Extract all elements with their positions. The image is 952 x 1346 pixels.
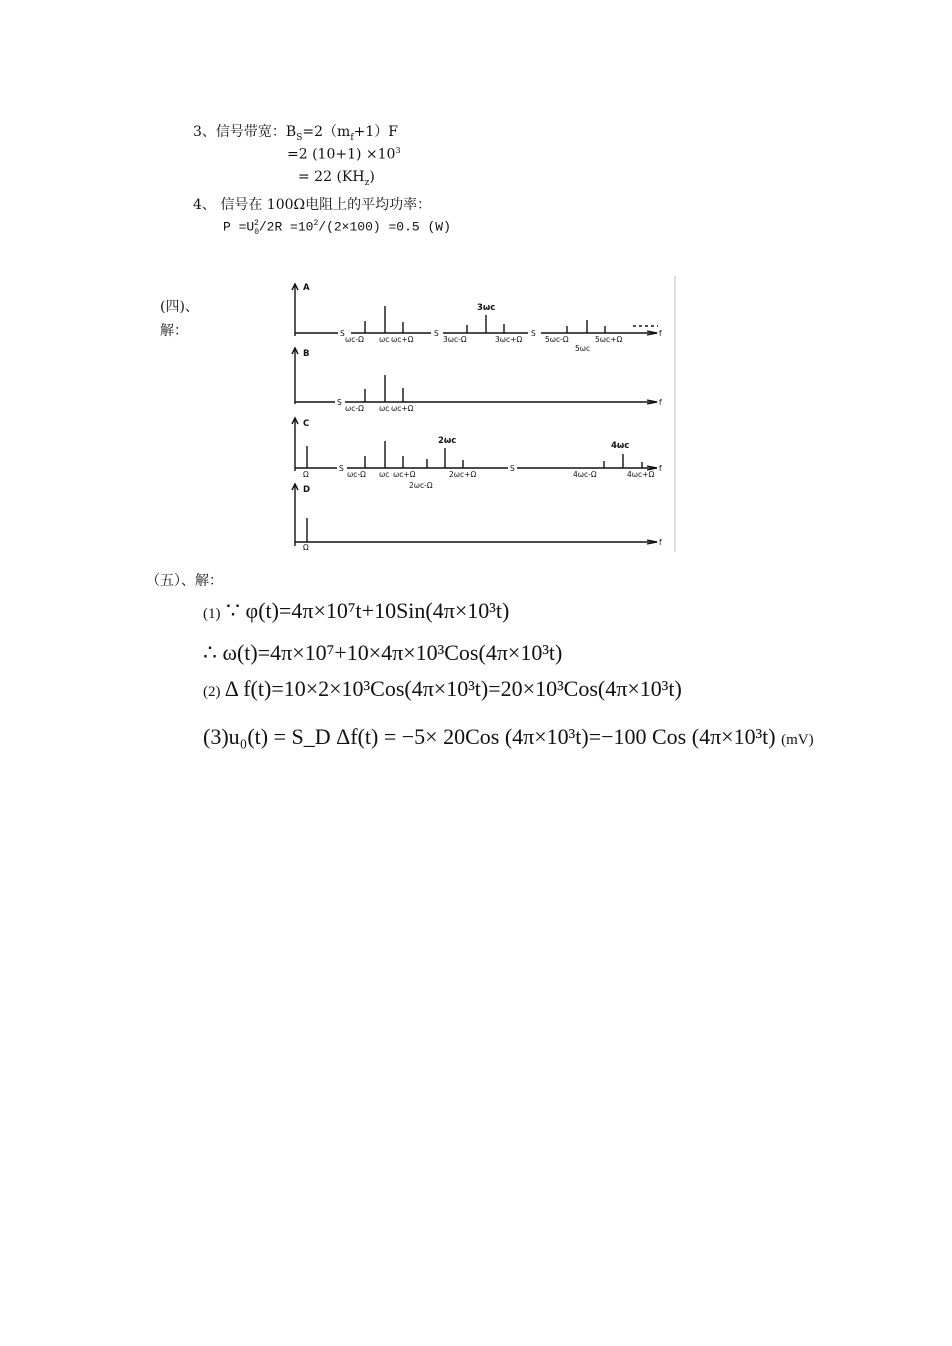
equation-2: ∴ ω(t)=4π×10⁷+10×4π×10³Cos(4π×10³t) [203, 640, 563, 665]
power-formula-a: P =U [223, 219, 255, 235]
equation-1 [203, 598, 509, 624]
break-c1: S [339, 464, 344, 473]
axis-f-d: f [659, 538, 662, 547]
power-formula-c: /(2×100) =0.5 (W) [318, 219, 451, 235]
label-c-2wc-minus: 2ωc-Ω [409, 481, 433, 490]
label-c-4wc-plus: 4ωc+Ω [627, 470, 655, 479]
axis-f-b: f [659, 398, 662, 407]
label-c-4wc: 4ωc [611, 441, 630, 451]
break-a2: S [434, 329, 439, 338]
label-a-5wc-minus: 5ωc-Ω [545, 335, 569, 344]
eq4-text: (3)u₀(t) = S_D Δf(t) = −5× 20Cos (4π×10³t)=−100 Cos (4π×10³t) [203, 724, 776, 749]
section-four-solve: 解： [160, 323, 188, 339]
power-sup2: 2 [313, 219, 319, 228]
spectrum-figure [283, 276, 679, 552]
spectrum-svg [283, 276, 679, 552]
power-heading: 4、 信号在 100Ω电阻上的平均功率： [193, 197, 432, 213]
eq3-text: Δ f(t)=10×2×10³Cos(4π×10³t)=20×10³Cos(4π×10³t) [224, 676, 682, 701]
bandwidth-calc-sup: 3 [395, 146, 401, 155]
label-c-omega: Ω [303, 470, 309, 479]
power-sup: 2 [254, 219, 259, 228]
bandwidth-result-sub: z [364, 177, 370, 188]
bandwidth-result-text: = 22 (KH [298, 169, 365, 185]
bandwidth-prefix: 3、信号带宽： [193, 124, 286, 140]
section-four-label: (四)、 [160, 299, 199, 315]
row-c-label: C [303, 419, 310, 429]
label-c-wc-plus: ωc+Ω [393, 470, 416, 479]
break-c2: S [510, 464, 515, 473]
bandwidth-calc [287, 146, 401, 163]
label-d-omega: Ω [303, 543, 309, 552]
bandwidth-rest: =2（m [302, 124, 351, 140]
break-b1: S [337, 398, 342, 407]
label-c-2wc: 2ωc [438, 436, 457, 446]
mf-sub: f [350, 132, 354, 143]
label-c-4wc-minus: 4ωc-Ω [573, 470, 597, 479]
label-a-wc-plus: ωc+Ω [391, 335, 414, 344]
row-b-label: B [303, 349, 310, 359]
row-a-label: A [303, 283, 310, 293]
axis-f-a: f [659, 329, 662, 338]
bandwidth-line [193, 121, 398, 143]
label-a-5wc: 5ωc [575, 344, 591, 353]
equation-4 [203, 724, 814, 750]
power-formula-b: /2R =10 [258, 219, 314, 235]
label-c-wc-minus: ωc-Ω [347, 470, 366, 479]
break-a1: S [340, 329, 345, 338]
axis-f-c: f [659, 464, 662, 473]
bandwidth-symbol: B [285, 124, 297, 140]
break-a3: S [531, 329, 536, 338]
eq1-number: (1) [203, 606, 221, 622]
label-b-wc-minus: ωc-Ω [345, 404, 364, 413]
label-a-wc-minus: ωc-Ω [345, 335, 364, 344]
eq4-unit: (mV) [781, 732, 814, 748]
section-five-label: （五）、解： [146, 573, 223, 589]
bandwidth-result-end: ) [369, 169, 375, 185]
label-a-wc: ωc [379, 335, 390, 344]
label-b-wc-plus: ωc+Ω [391, 404, 414, 413]
power-sub: 0 [254, 227, 260, 237]
bandwidth-sub: S [296, 132, 303, 143]
label-a-3wc-minus: 3ωc-Ω [443, 335, 467, 344]
eq1-text: ∵ φ(t)=4π×10⁷t+10Sin(4π×10³t) [226, 598, 510, 623]
equation-3 [203, 676, 682, 702]
bandwidth-result [298, 169, 375, 188]
bandwidth-calc-text: =2 (10+1) ×10 [287, 146, 396, 163]
bandwidth-end: +1）F [353, 124, 399, 140]
row-d-label: D [303, 485, 311, 495]
label-b-wc: ωc [379, 404, 390, 413]
label-a-3wc: 3ωc [477, 303, 496, 313]
label-c-wc: ωc [379, 470, 390, 479]
eq3-number: (2) [203, 684, 221, 700]
power-formula [223, 219, 451, 237]
label-a-5wc-plus: 5ωc+Ω [595, 335, 623, 344]
label-c-2wc-plus: 2ωc+Ω [449, 470, 477, 479]
label-a-3wc-plus: 3ωc+Ω [495, 335, 523, 344]
